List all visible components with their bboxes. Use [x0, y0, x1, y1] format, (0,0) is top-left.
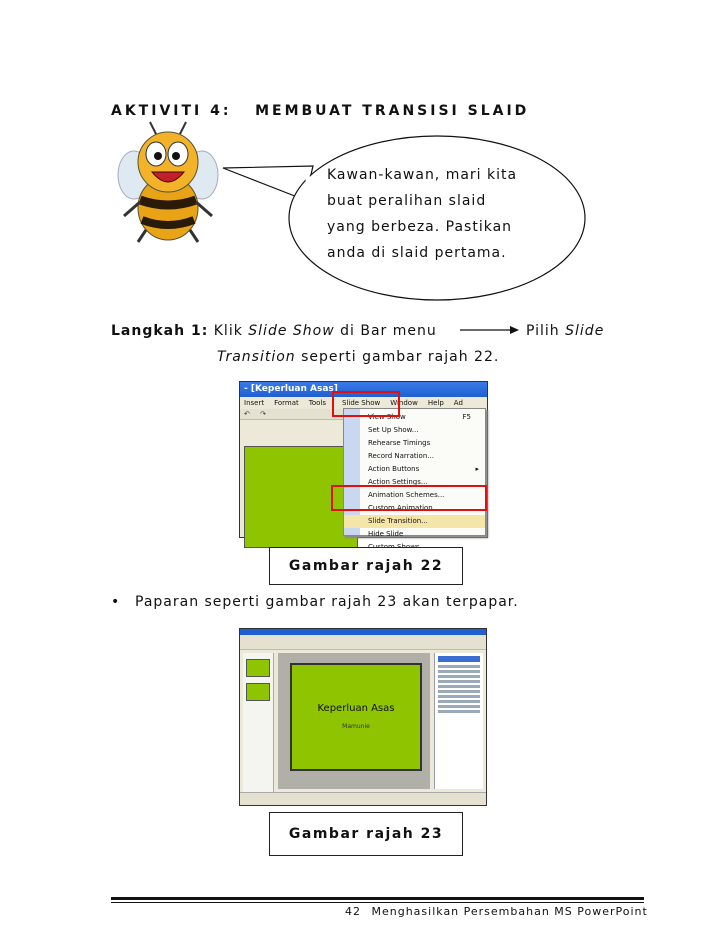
task-pane-line: [438, 680, 480, 683]
bubble-line: buat peralihan slaid: [327, 193, 487, 209]
figure-22-caption: Gambar rajah 22: [269, 547, 463, 585]
toolbar: [240, 635, 486, 650]
slide-canvas: [290, 663, 422, 771]
menu-item-action-buttons[interactable]: Action Buttons ▸: [368, 465, 479, 473]
bubble-line: Kawan-kawan, mari kita: [327, 167, 518, 183]
window-title-bar: - [Keperluan Asas]: [240, 382, 487, 397]
menu-item-hide-slide[interactable]: Hide Slide: [368, 530, 404, 538]
highlight-slide-transition: [331, 485, 487, 511]
task-pane-header: [438, 656, 480, 662]
task-pane-line: [438, 710, 480, 713]
activity-heading: AKTIVITI 4: MEMBUAT TRANSISI SLAID: [111, 103, 530, 119]
footer-title: Menghasilkan Persembahan MS PowerPoint: [371, 905, 648, 918]
step-text-transition: Transition: [217, 349, 296, 365]
step-text-rest: seperti gambar rajah 22.: [301, 349, 500, 365]
menu-item-slide-transition[interactable]: Slide Transition...: [344, 515, 485, 528]
arrow-right-icon: [460, 324, 520, 336]
bullet-text: Paparan seperti gambar rajah 23 akan terpapar.: [135, 594, 519, 610]
bubble-line: anda di slaid pertama.: [327, 245, 507, 261]
task-pane-line: [438, 685, 480, 688]
menu-item-custom-animation[interactable]: Custom Animation...: [368, 504, 440, 512]
menu-help[interactable]: Help: [427, 399, 444, 407]
highlight-slide-show-menu: [332, 391, 400, 417]
step-text-slideshow: Slide Show: [248, 323, 335, 339]
page-number: 42: [345, 905, 361, 918]
step1-pilih: [526, 323, 604, 339]
slide-thumbnail[interactable]: [246, 683, 270, 701]
figure-23-screenshot: [239, 628, 487, 806]
bullet-icon: •: [111, 594, 120, 610]
menu-window[interactable]: Window: [390, 399, 418, 407]
step-text-klik: Klik: [213, 323, 243, 339]
footer: [345, 905, 648, 918]
undo-icon[interactable]: ↶: [244, 410, 250, 418]
menu-item-action-settings[interactable]: Action Settings...: [368, 478, 428, 486]
slide-thumbnail[interactable]: [246, 659, 270, 677]
slide-show-dropdown: [343, 408, 486, 536]
slides-pane: [243, 653, 274, 793]
menu-item-set-up-show[interactable]: Set Up Show...: [368, 426, 419, 434]
task-pane-line: [438, 690, 480, 693]
step1-line1: [111, 323, 437, 339]
footer-rule-thick: [111, 897, 644, 900]
menu-item-view-show[interactable]: View Show F5: [368, 413, 471, 421]
step-text-bar: di Bar menu: [340, 323, 437, 339]
menu-insert[interactable]: Insert: [244, 399, 265, 407]
menu-item-animation-schemes[interactable]: Animation Schemes...: [368, 491, 445, 499]
task-pane: [434, 653, 483, 789]
step-text-slide: Slide: [565, 323, 605, 339]
menu-item-record-narration[interactable]: Record Narration...: [368, 452, 434, 460]
redo-icon[interactable]: ↷: [260, 410, 266, 418]
editing-area: [278, 653, 430, 789]
slide-title: Keperluan Asas: [317, 703, 395, 714]
drawing-toolbar: [240, 792, 486, 805]
task-pane-line: [438, 705, 480, 708]
footer-rule-thin: [111, 902, 644, 903]
bubble-text: [327, 162, 517, 266]
task-pane-line: [438, 665, 480, 668]
menu-format[interactable]: Format: [274, 399, 299, 407]
figure-23-caption: Gambar rajah 23: [269, 812, 463, 856]
task-pane-line: [438, 675, 480, 678]
slide-subtitle: Mamunie: [342, 723, 370, 730]
step-text-pilih: Pilih: [526, 323, 560, 339]
step1-line2: [217, 349, 499, 365]
task-pane-line: [438, 670, 480, 673]
menu-ad[interactable]: Ad: [453, 399, 463, 407]
step-label: Langkah 1:: [111, 323, 209, 339]
menu-slide-show[interactable]: Slide Show: [342, 399, 381, 407]
bubble-line: yang berbeza. Pastikan: [327, 219, 513, 235]
menu-tools[interactable]: Tools: [308, 399, 326, 407]
menu-item-rehearse-timings[interactable]: Rehearse Timings: [368, 439, 431, 447]
task-pane-line: [438, 700, 480, 703]
task-pane-line: [438, 695, 480, 698]
